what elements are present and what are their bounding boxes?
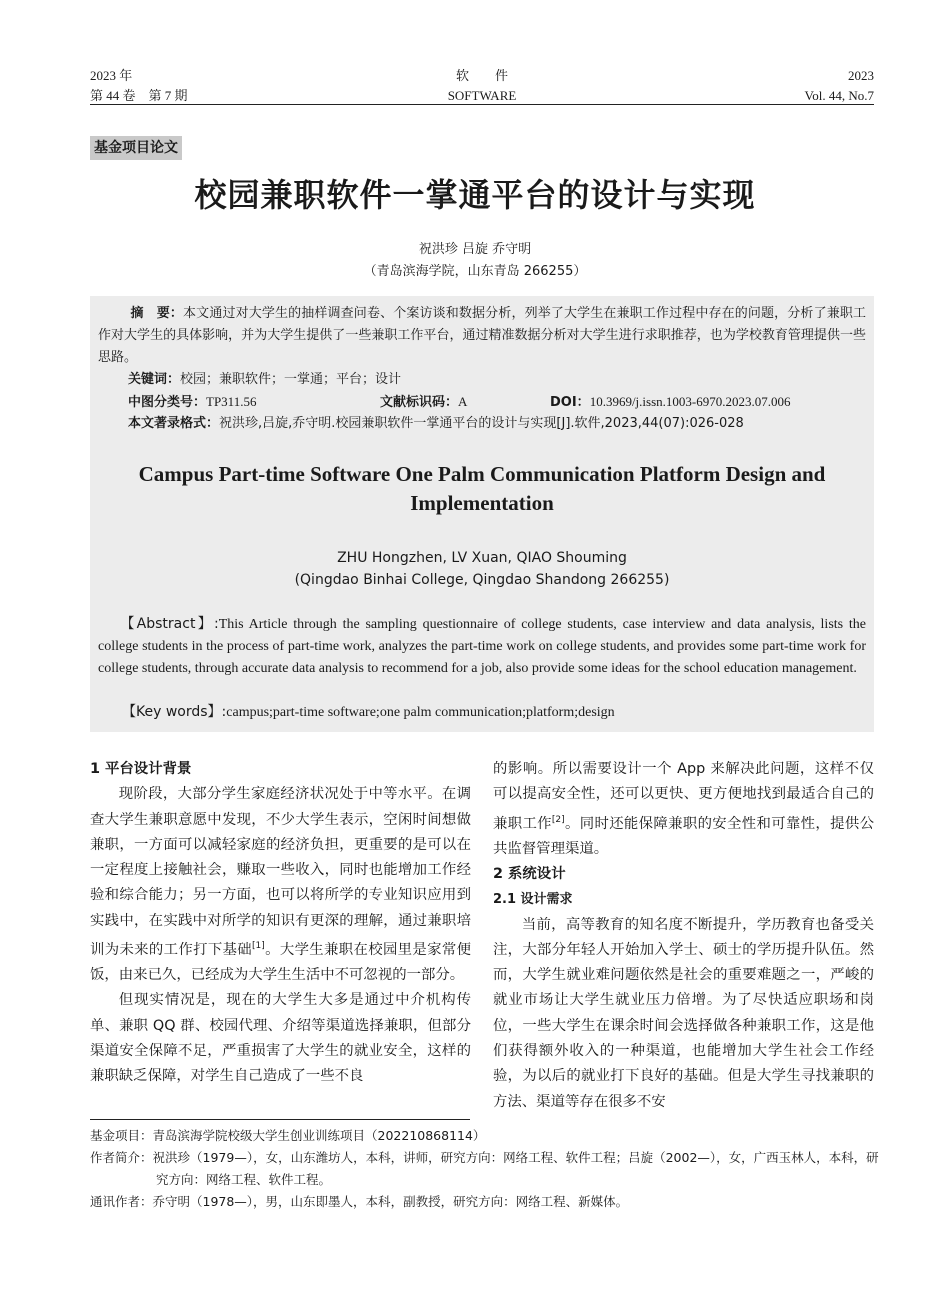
english-title-line2: Implementation xyxy=(410,491,554,515)
header-year-right: 2023 xyxy=(848,68,874,83)
article-category-tag: 基金项目论文 xyxy=(90,136,182,160)
section-2-1-heading: 2.1 设计需求 xyxy=(493,892,573,908)
header-volume-right: Vol. 44, No.7 xyxy=(804,88,874,103)
authors: 祝洪珍 吕旋 乔守明 xyxy=(418,242,532,257)
citation-label: 本文著录格式： xyxy=(128,416,220,431)
keywords-label: 关键词： xyxy=(128,372,181,387)
footnote-fund: 基金项目：青岛滨海学院校级大学生创业训练项目（202210868114） xyxy=(90,1128,486,1143)
header-year-left: 2023 年 xyxy=(90,68,133,83)
doi-label: DOI： xyxy=(550,395,590,410)
header-divider xyxy=(90,104,874,105)
doc-code-value: A xyxy=(458,394,468,409)
paragraph-2: 但现实情况是，现在的大学生大多是通过中介机构传单、兼职 QQ 群、校园代理、介绍等渠道选择兼职，但部分渠道安全保障不足，严重损害了大学生的就业安全，这样的兼职缺乏保障，对学生自己造成了一些不良 xyxy=(90,992,471,1085)
header-volume-left: 第 44 卷 第 7 期 xyxy=(90,88,188,103)
footnote-divider xyxy=(90,1119,470,1120)
english-title-line1: Campus Part-time Software One Palm Communication Platform Design and xyxy=(138,462,826,486)
paragraph-3: 的影响。所以需要设计一个 App 来解决此问题，这样不仅可以提高安全性，还可以更快、更方便地找到最适合自己的兼职工作[2]。同时还能保障兼职的安全性和可靠性，提供公共监督管理渠道。 xyxy=(493,761,874,857)
keywords-cn xyxy=(98,369,866,391)
english-keywords-label: 【Key words】: xyxy=(122,704,227,720)
abstract-text: 本文通过对大学生的抽样调查问卷、个案访谈和数据分析，列举了大学生在兼职工作过程中存在的问题，分析了兼职工作对大学生的具体影响，并为大学生提供了一些兼职工作平台，通过精准数据分析对大学生进行求职推荐，也为学校教育管理提供一些思路。 xyxy=(98,306,866,365)
abstract-label: 摘 要： xyxy=(130,306,184,321)
footnote-author-bio xyxy=(90,1147,880,1191)
section-2-heading: 2 系统设计 xyxy=(493,865,566,882)
abstract-cn xyxy=(98,303,866,369)
classification-row xyxy=(98,391,866,413)
english-abstract-label: 【Abstract】: xyxy=(120,616,219,632)
keywords-text: 校园；兼职软件；一掌通；平台；设计 xyxy=(180,372,402,387)
doi-value: 10.3969/j.issn.1003-6970.2023.07.006 xyxy=(589,394,791,409)
english-abstract-text: This Article through the sampling questionnaire of college students, case interview and data analysis, lists the college students in the process of part-time work, analyzes the part-time work on college students, and provides some part-time work for college students, through accurate data analysis to recommend for a job, also provide some ideas for the school education management. xyxy=(98,617,866,676)
clc-value: TP311.56 xyxy=(206,394,257,409)
body-left-column xyxy=(90,757,471,1090)
section-1-heading: 1 平台设计背景 xyxy=(90,761,192,777)
english-keywords-text: campus;part-time software;one palm communication;platform;design xyxy=(226,705,615,720)
author-bio-label: 作者简介： xyxy=(90,1150,153,1165)
citation-format xyxy=(98,413,866,435)
clc-label: 中图分类号： xyxy=(128,395,207,410)
affiliation: （青岛滨海学院，山东青岛 266255） xyxy=(363,264,587,279)
doc-code-label: 文献标识码： xyxy=(380,395,459,410)
journal-name-en: SOFTWARE xyxy=(447,88,517,103)
author-bio-text: 祝洪珍（1979—），女，山东潍坊人，本科，讲师，研究方向：网络工程、软件工程；吕旋（2002—），女，广西玉林人，本科，研究方向：网络工程、软件工程。 xyxy=(152,1150,879,1187)
english-abstract xyxy=(98,613,866,680)
english-keywords xyxy=(98,701,866,724)
paragraph-1: 现阶段，大部分学生家庭经济状况处于中等水平。在调查大学生兼职意愿中发现，不少大学生表示，空闲时间想做兼职，一方面可以减轻家庭的经济负担，更重要的是可以在一定程度上接触社会，赚取一些收入，同时也能增加工作经验和综合能力；另一方面，也可以将所学的专业知识应用到实践中，在实践中对所学的知识有更深的理解，通过兼职培训为未来的工作打下基础[1]。大学生兼职在校园里是家常便饭，由来已久，已经成为大学生生活中不可忽视的一部分。 xyxy=(90,786,471,984)
paper-title: 校园兼职软件一掌通平台的设计与实现 xyxy=(194,176,756,214)
journal-name-cn: 软 件 xyxy=(455,68,508,83)
english-affiliation: (Qingdao Binhai College, Qingdao Shandong 266255) xyxy=(294,572,670,588)
reference-1: [1] xyxy=(252,941,265,952)
body-right-column xyxy=(493,757,874,1115)
footnote-correspondence: 通讯作者：乔守明（1978—），男，山东即墨人，本科，副教授，研究方向：网络工程、新媒体。 xyxy=(90,1194,629,1209)
english-authors: ZHU Hongzhen, LV Xuan, QIAO Shouming xyxy=(337,550,627,566)
reference-2: [2] xyxy=(551,814,565,825)
paragraph-4: 当前，高等教育的知名度不断提升，学历教育也备受关注，大部分年轻人开始加入学士、硕士的学历提升队伍。然而，大学生就业难问题依然是社会的重要难题之一，严峻的就业市场让大学生就业压力倍增。为了尽快适应职场和岗位，一些大学生在课余时间会选择做各种兼职工作，这是他们获得额外收入的一种渠道，也能增加大学生社会工作经验，为以后的就业打下良好的基础。但是大学生寻找兼职的方法、渠道等存在很多不安 xyxy=(493,916,874,1110)
citation-text: 祝洪珍,吕旋,乔守明.校园兼职软件一掌通平台的设计与实现[J].软件,2023,44(07):026-028 xyxy=(219,416,744,431)
